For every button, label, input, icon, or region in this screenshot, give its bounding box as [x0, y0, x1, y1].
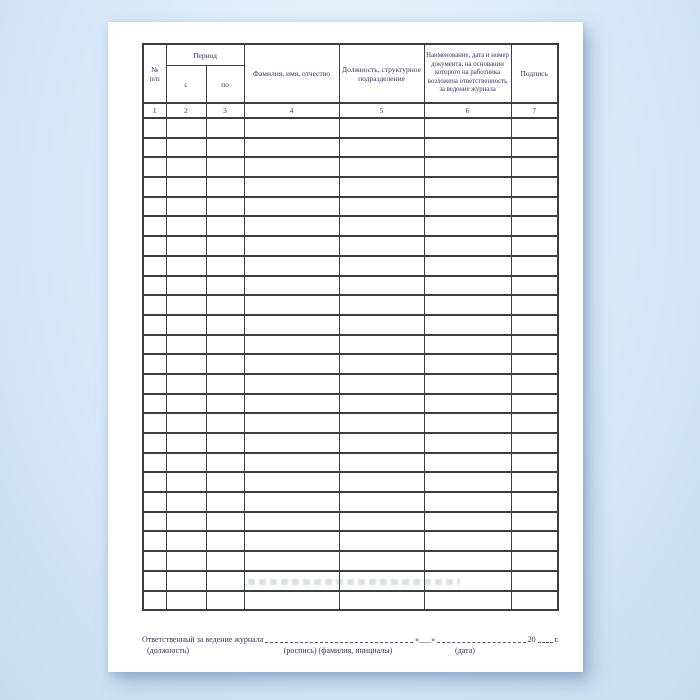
table-cell	[511, 472, 558, 492]
table-cell	[206, 551, 244, 571]
table-cell	[206, 138, 244, 158]
table-row	[143, 315, 558, 335]
table-row	[143, 197, 558, 217]
table-cell	[339, 591, 424, 611]
table-cell	[244, 413, 339, 433]
table-cell	[424, 433, 511, 453]
table-cell	[339, 453, 424, 473]
table-cell	[206, 177, 244, 197]
position-hint: (должность)	[147, 646, 189, 655]
table-cell	[244, 157, 339, 177]
table-row	[143, 354, 558, 374]
table-cell	[166, 315, 206, 335]
footer-hints	[142, 646, 559, 657]
column-number-cell: 7	[511, 103, 558, 118]
table-cell	[206, 295, 244, 315]
table-cell	[143, 354, 166, 374]
table-cell	[206, 354, 244, 374]
table-cell	[244, 571, 339, 591]
table-cell	[166, 492, 206, 512]
table-row	[143, 335, 558, 355]
table-row	[143, 591, 558, 611]
table-cell	[511, 551, 558, 571]
table-row	[143, 118, 558, 138]
table-cell	[166, 433, 206, 453]
table-cell	[339, 315, 424, 335]
table-cell	[339, 433, 424, 453]
document-page	[108, 22, 583, 672]
table-cell	[166, 138, 206, 158]
responsible-label: Ответственный за ведение журнала	[142, 635, 264, 644]
table-cell	[424, 157, 511, 177]
table-row	[143, 276, 558, 296]
journal-table	[142, 43, 559, 611]
table-cell	[244, 433, 339, 453]
header-document: Наименование, дата и номер документа, на основании которого на работника возложена ответственность за ведение журнала	[424, 44, 511, 103]
table-cell	[511, 197, 558, 217]
table-cell	[143, 394, 166, 414]
header-period-from: с	[166, 66, 206, 104]
table-cell	[244, 138, 339, 158]
table-cell	[339, 413, 424, 433]
table-cell	[143, 551, 166, 571]
table-cell	[206, 197, 244, 217]
table-cell	[206, 216, 244, 236]
table-cell	[339, 118, 424, 138]
table-row	[143, 394, 558, 414]
table-cell	[206, 433, 244, 453]
table-cell	[424, 216, 511, 236]
table-cell	[166, 394, 206, 414]
table-cell	[511, 571, 558, 591]
table-cell	[424, 374, 511, 394]
table-cell	[206, 256, 244, 276]
table-cell	[511, 374, 558, 394]
table-cell	[339, 335, 424, 355]
table-cell	[166, 413, 206, 433]
table-cell	[143, 157, 166, 177]
table-cell	[511, 256, 558, 276]
journal-table-container	[142, 43, 559, 611]
column-number-row	[143, 103, 558, 118]
table-cell	[244, 394, 339, 414]
table-cell	[143, 177, 166, 197]
table-row	[143, 512, 558, 532]
table-cell	[244, 453, 339, 473]
table-row	[143, 236, 558, 256]
table-cell	[143, 276, 166, 296]
table-cell	[424, 315, 511, 335]
table-cell	[244, 492, 339, 512]
table-cell	[424, 512, 511, 532]
table-row	[143, 472, 558, 492]
table-cell	[511, 531, 558, 551]
table-row	[143, 413, 558, 433]
header-col-no: № п/п	[143, 44, 166, 103]
table-cell	[424, 256, 511, 276]
table-cell	[143, 512, 166, 532]
table-cell	[244, 216, 339, 236]
table-cell	[166, 256, 206, 276]
table-cell	[339, 295, 424, 315]
day-quote-blank: «___»	[415, 635, 436, 644]
table-cell	[424, 531, 511, 551]
table-cell	[244, 472, 339, 492]
table-cell	[143, 335, 166, 355]
table-cell	[206, 492, 244, 512]
table-cell	[511, 177, 558, 197]
table-cell	[339, 177, 424, 197]
table-cell	[166, 374, 206, 394]
column-number-cell: 3	[206, 103, 244, 118]
table-cell	[166, 276, 206, 296]
table-cell	[166, 157, 206, 177]
year-blank-line	[538, 639, 553, 643]
table-cell	[424, 413, 511, 433]
table-cell	[166, 335, 206, 355]
table-cell	[511, 236, 558, 256]
table-cell	[244, 197, 339, 217]
table-cell	[206, 157, 244, 177]
table-cell	[143, 571, 166, 591]
table-row	[143, 492, 558, 512]
table-cell	[166, 236, 206, 256]
table-cell	[166, 354, 206, 374]
table-cell	[206, 335, 244, 355]
table-cell	[424, 354, 511, 374]
table-cell	[206, 118, 244, 138]
table-row	[143, 177, 558, 197]
table-cell	[511, 118, 558, 138]
column-number-cell: 4	[244, 103, 339, 118]
table-cell	[339, 216, 424, 236]
table-cell	[244, 177, 339, 197]
table-row	[143, 216, 558, 236]
table-cell	[511, 315, 558, 335]
table-cell	[339, 157, 424, 177]
table-cell	[424, 591, 511, 611]
table-cell	[339, 571, 424, 591]
table-cell	[339, 374, 424, 394]
table-cell	[206, 531, 244, 551]
table-cell	[511, 453, 558, 473]
table-cell	[244, 236, 339, 256]
table-cell	[206, 315, 244, 335]
table-cell	[424, 295, 511, 315]
table-cell	[206, 571, 244, 591]
table-cell	[244, 315, 339, 335]
table-cell	[206, 453, 244, 473]
table-cell	[166, 571, 206, 591]
table-cell	[511, 354, 558, 374]
table-cell	[143, 118, 166, 138]
table-row	[143, 256, 558, 276]
table-cell	[244, 531, 339, 551]
table-cell	[143, 256, 166, 276]
table-cell	[339, 394, 424, 414]
table-cell	[206, 413, 244, 433]
header-row-1	[143, 44, 558, 66]
header-period-to: по	[206, 66, 244, 104]
footer	[142, 633, 559, 657]
table-cell	[339, 551, 424, 571]
table-cell	[424, 236, 511, 256]
table-cell	[143, 236, 166, 256]
table-cell	[166, 531, 206, 551]
table-body	[143, 118, 558, 610]
table-cell	[244, 512, 339, 532]
header-fio: Фамилия, имя, отчество	[244, 44, 339, 103]
header-position: Должность, структурное подразделение	[339, 44, 424, 103]
table-cell	[511, 335, 558, 355]
column-number-cell: 5	[339, 103, 424, 118]
table-cell	[166, 295, 206, 315]
signature-hint: (роспись) (фамилия, инициалы)	[283, 646, 393, 655]
table-cell	[143, 216, 166, 236]
table-cell	[143, 472, 166, 492]
table-cell	[339, 354, 424, 374]
table-cell	[143, 315, 166, 335]
table-cell	[339, 236, 424, 256]
table-cell	[339, 276, 424, 296]
table-cell	[206, 236, 244, 256]
table-cell	[166, 472, 206, 492]
table-cell	[424, 138, 511, 158]
table-cell	[244, 374, 339, 394]
table-cell	[143, 197, 166, 217]
table-cell	[166, 591, 206, 611]
table-row	[143, 531, 558, 551]
table-row	[143, 551, 558, 571]
table-cell	[424, 118, 511, 138]
table-cell	[424, 472, 511, 492]
table-cell	[511, 591, 558, 611]
responsible-line	[142, 633, 559, 644]
table-row	[143, 138, 558, 158]
year-suffix: г.	[554, 635, 559, 644]
table-cell	[206, 591, 244, 611]
header-signature: Подпись	[511, 44, 558, 103]
table-cell	[143, 453, 166, 473]
table-cell	[511, 157, 558, 177]
column-number-cell: 1	[143, 103, 166, 118]
table-cell	[166, 177, 206, 197]
year-prefix: 20	[527, 635, 536, 644]
table-cell	[244, 276, 339, 296]
table-cell	[143, 433, 166, 453]
table-cell	[143, 413, 166, 433]
table-row	[143, 295, 558, 315]
table-cell	[244, 551, 339, 571]
table-cell	[424, 335, 511, 355]
table-cell	[339, 492, 424, 512]
date-blank-line	[437, 639, 526, 643]
table-cell	[143, 591, 166, 611]
header-period: Период	[166, 44, 244, 66]
table-cell	[206, 394, 244, 414]
table-cell	[244, 256, 339, 276]
table-cell	[143, 295, 166, 315]
table-cell	[511, 433, 558, 453]
table-cell	[206, 472, 244, 492]
table-cell	[339, 512, 424, 532]
table-cell	[143, 138, 166, 158]
table-cell	[244, 591, 339, 611]
table-cell	[424, 453, 511, 473]
table-cell	[206, 276, 244, 296]
table-row	[143, 157, 558, 177]
table-cell	[143, 492, 166, 512]
table-cell	[511, 512, 558, 532]
table-cell	[424, 492, 511, 512]
table-cell	[206, 512, 244, 532]
table-cell	[166, 216, 206, 236]
table-cell	[424, 177, 511, 197]
table-cell	[339, 531, 424, 551]
table-cell	[339, 256, 424, 276]
table-cell	[511, 492, 558, 512]
table-cell	[424, 571, 511, 591]
table-cell	[511, 295, 558, 315]
table-cell	[166, 453, 206, 473]
table-cell	[424, 551, 511, 571]
table-cell	[166, 512, 206, 532]
table-row	[143, 571, 558, 591]
column-number-cell: 2	[166, 103, 206, 118]
table-row	[143, 374, 558, 394]
table-cell	[511, 394, 558, 414]
table-row	[143, 433, 558, 453]
column-number-cell: 6	[424, 103, 511, 118]
table-cell	[511, 138, 558, 158]
table-cell	[244, 335, 339, 355]
table-cell	[244, 354, 339, 374]
table-cell	[206, 374, 244, 394]
signature-blank-line	[265, 639, 413, 643]
table-cell	[339, 472, 424, 492]
table-cell	[511, 216, 558, 236]
table-cell	[339, 197, 424, 217]
table-cell	[166, 551, 206, 571]
table-cell	[424, 394, 511, 414]
table-cell	[244, 295, 339, 315]
table-cell	[166, 197, 206, 217]
table-cell	[143, 531, 166, 551]
table-cell	[511, 413, 558, 433]
table-cell	[339, 138, 424, 158]
table-cell	[424, 197, 511, 217]
table-cell	[143, 374, 166, 394]
table-cell	[166, 118, 206, 138]
table-cell	[424, 276, 511, 296]
date-hint: (дата)	[455, 646, 475, 655]
table-cell	[511, 276, 558, 296]
table-row	[143, 453, 558, 473]
table-cell	[244, 118, 339, 138]
